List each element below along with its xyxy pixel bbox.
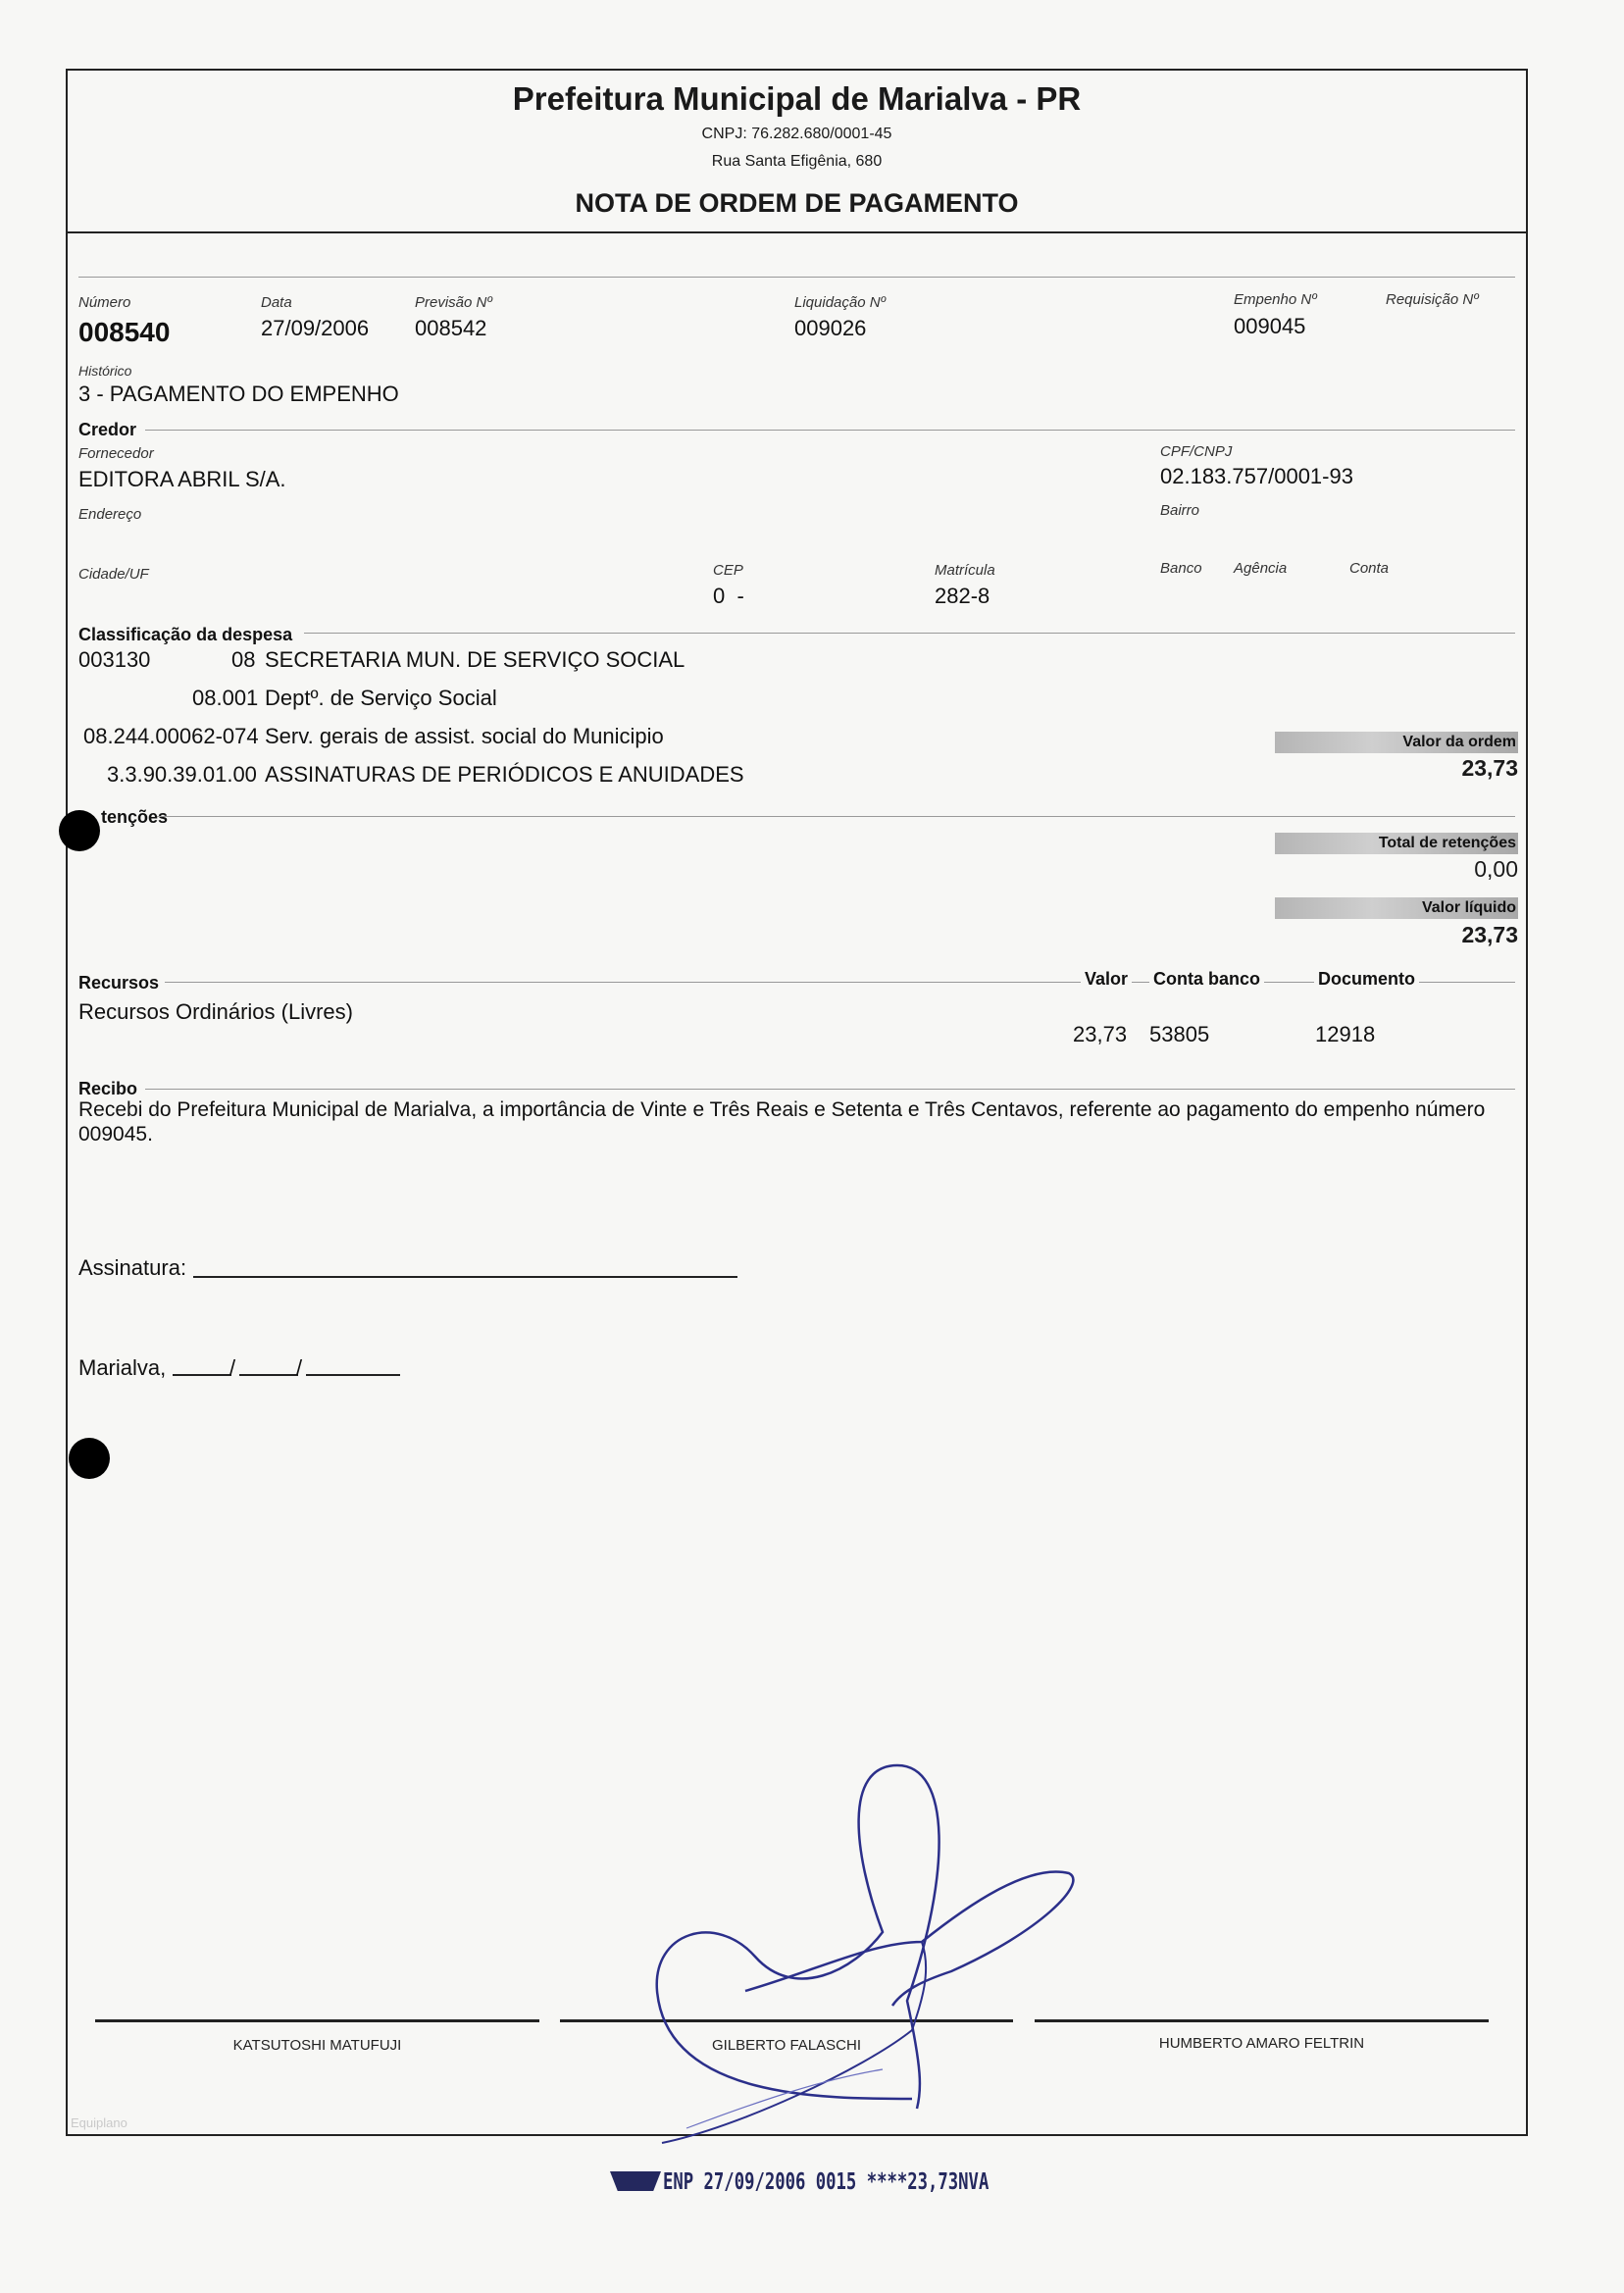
classificacao-text-4: ASSINATURAS DE PERIÓDICOS E ANUIDADES xyxy=(265,762,744,787)
classificacao-rule xyxy=(304,633,1515,634)
bank-stamp: ENP 27/09/2006 0015 ****23,73NVA xyxy=(663,2169,990,2195)
cep-value: 0 - xyxy=(713,584,744,608)
recursos-valor-header: Valor xyxy=(1081,969,1132,990)
software-watermark: Equiplano xyxy=(71,2115,127,2130)
handwritten-signature-icon xyxy=(628,1746,1098,2167)
classificacao-sub-1: 08 xyxy=(231,647,256,672)
endereco-label: Endereço xyxy=(78,506,142,523)
date-day-line[interactable] xyxy=(173,1374,231,1376)
requisicao-label: Requisição Nº xyxy=(1386,291,1479,308)
recursos-documento-header: Documento xyxy=(1314,969,1419,990)
date-year-line[interactable] xyxy=(306,1374,400,1376)
cidade-label: Cidade/UF xyxy=(78,566,149,583)
recursos-rule xyxy=(165,982,1515,983)
recursos-conta-header: Conta banco xyxy=(1149,969,1264,990)
matricula-value: 282-8 xyxy=(935,584,990,608)
fornecedor-label: Fornecedor xyxy=(78,445,154,462)
matricula-label: Matrícula xyxy=(935,562,995,579)
signatory-3: HUMBERTO AMARO FELTRIN xyxy=(1158,2035,1365,2052)
signatory-1: KATSUTOSHI MATUFUJI xyxy=(232,2037,402,2054)
empenho-value: 009045 xyxy=(1234,314,1306,338)
header-cnpj: CNPJ: 76.282.680/0001-45 xyxy=(701,126,892,142)
liquidacao-label: Liquidação Nº xyxy=(794,294,887,311)
date-slash-1-mark: / xyxy=(229,1355,236,1380)
numero-value: 008540 xyxy=(78,317,171,347)
historico-label: Histórico xyxy=(78,363,132,379)
date-slash-2-mark: / xyxy=(296,1355,303,1380)
historico-value: 3 - PAGAMENTO DO EMPENHO xyxy=(78,382,399,406)
classificacao-code-3: 08.244.00062-074 xyxy=(83,724,259,748)
valor-liquido-label: Valor líquido xyxy=(1275,897,1518,919)
local-data-label: Marialva, xyxy=(78,1355,167,1380)
header-divider xyxy=(66,231,1528,233)
total-retencoes-value: 0,00 xyxy=(1474,856,1518,882)
recibo-section: Recibo xyxy=(78,1079,138,1098)
previsao-label: Previsão Nº xyxy=(415,294,492,311)
recibo-rule xyxy=(145,1089,1515,1090)
date-month-line[interactable] xyxy=(239,1374,298,1376)
assinatura-label: Assinatura: xyxy=(78,1255,187,1280)
signatory-2: GILBERTO FALASCHI xyxy=(712,2037,861,2054)
document-title: NOTA DE ORDEM DE PAGAMENTO xyxy=(575,188,1019,218)
ids-top-rule xyxy=(78,277,1515,278)
assinatura-line[interactable] xyxy=(193,1276,737,1278)
cpf-cnpj-label: CPF/CNPJ xyxy=(1160,443,1233,460)
empenho-label: Empenho Nº xyxy=(1234,291,1317,308)
recursos-section: Recursos xyxy=(78,973,160,993)
agencia-label: Agência xyxy=(1234,560,1288,577)
credor-section: Credor xyxy=(78,420,137,439)
conta-label: Conta xyxy=(1349,560,1390,577)
recibo-text: Recebi do Prefeitura Municipal de Marialva, a importância de Vinte e Três Reais e Setenta e Três Centavos, referente ao pagamento do empenho número 009045. xyxy=(78,1098,1486,1146)
classificacao-text-3: Serv. gerais de assist. social do Municipio xyxy=(265,724,664,748)
cep-label: CEP xyxy=(713,562,743,579)
classificacao-code-2: 08.001 xyxy=(192,686,259,710)
classificacao-text-1: SECRETARIA MUN. DE SERVIÇO SOCIAL xyxy=(265,647,685,672)
punch-hole-2 xyxy=(69,1438,110,1479)
classificacao-text-2: Deptº. de Serviço Social xyxy=(265,686,497,710)
valor-ordem-value: 23,73 xyxy=(1461,755,1518,781)
classificacao-code-4: 3.3.90.39.01.00 xyxy=(107,762,257,787)
header-address: Rua Santa Efigênia, 680 xyxy=(711,153,883,170)
recursos-conta: 53805 xyxy=(1149,1022,1210,1046)
data-value: 27/09/2006 xyxy=(261,316,370,340)
numero-label: Número xyxy=(78,294,131,311)
retencoes-rule xyxy=(157,816,1515,817)
data-label: Data xyxy=(261,294,292,311)
bairro-label: Bairro xyxy=(1160,502,1200,519)
recursos-valor: 23,73 xyxy=(1073,1022,1128,1046)
classificacao-code-1: 003130 xyxy=(78,647,151,672)
liquidacao-value: 009026 xyxy=(794,316,867,340)
bank-logo-icon xyxy=(610,2171,661,2191)
credor-rule xyxy=(145,430,1515,431)
fornecedor-value: EDITORA ABRIL S/A. xyxy=(78,467,286,491)
signature-line-3 xyxy=(1035,2019,1489,2022)
total-retencoes-label: Total de retenções xyxy=(1275,833,1518,854)
previsao-value: 008542 xyxy=(415,316,487,340)
signature-line-1 xyxy=(95,2019,539,2022)
retencoes-section: tenções xyxy=(101,807,169,827)
punch-hole-1 xyxy=(59,810,100,851)
header-title: Prefeitura Municipal de Marialva - PR xyxy=(512,80,1082,117)
banco-label: Banco xyxy=(1160,560,1202,577)
recursos-fonte: Recursos Ordinários (Livres) xyxy=(78,999,353,1024)
classificacao-section: Classificação da despesa xyxy=(78,625,293,644)
cpf-cnpj-value: 02.183.757/0001-93 xyxy=(1160,464,1353,488)
recursos-documento: 12918 xyxy=(1315,1022,1376,1046)
valor-liquido-value: 23,73 xyxy=(1461,922,1518,947)
valor-ordem-label: Valor da ordem xyxy=(1275,732,1518,753)
